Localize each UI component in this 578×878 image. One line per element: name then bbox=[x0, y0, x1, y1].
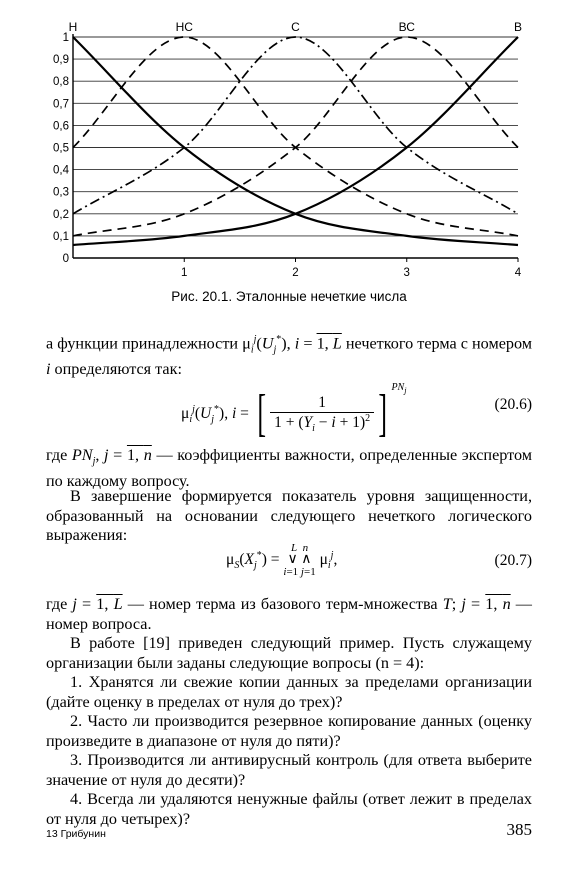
paragraph-3: В завершение формируется показатель уровня защищенности, образованный на основании следующего нечеткого логического выражения: bbox=[46, 487, 532, 544]
y-tick-label: 0 bbox=[62, 253, 69, 265]
y-tick-label: 0,2 bbox=[53, 208, 69, 221]
y-tick-label: 0,9 bbox=[53, 54, 69, 67]
membership-chart bbox=[0, 0, 578, 285]
question-2: 2. Часто ли производится резервное копирование данных (оценку произведите в диапазоне от нуля до пяти)? bbox=[46, 712, 532, 750]
y-tick-label: 0,5 bbox=[53, 142, 69, 155]
term-label: С bbox=[291, 20, 300, 34]
paragraph-1: а функции принадлежности $\mu_i^j(U_j^*)$, i = 1, L нечеткого терма с номером i определяются так: bbox=[46, 334, 533, 379]
term-label: НС bbox=[175, 20, 193, 34]
question-1: 1. Хранятся ли свежие копии данных за пределами организации (дайте оценку в пределах от нуля до трех)? bbox=[46, 673, 532, 711]
equation-20-6: $\mu_i^j(U_j^*)$, i = [ $\frac{1}{1 + (Y_i - i + 1)^2}$ ] $^{PN_j}$ (20.6) bbox=[181, 382, 532, 443]
signature-mark: 13 Грибунин bbox=[46, 828, 106, 840]
question-3: 3. Производится ли антивирусный контроль (для ответа выберите значение от нуля до десяти)? bbox=[46, 751, 532, 789]
term-label: Н bbox=[68, 20, 78, 34]
x-tick-label: 1 bbox=[181, 267, 188, 279]
page-number: 385 bbox=[506, 820, 532, 839]
term-label: ВС bbox=[398, 20, 415, 34]
y-tick-label: 0,3 bbox=[53, 186, 69, 199]
membership-curve bbox=[73, 37, 518, 236]
equation-20-7: $\mu_S(X_j^*)$ = L n ∨ ∧ i=1 j=1 $\mu_i^j$, (20.7) bbox=[226, 542, 532, 578]
x-tick-label: 2 bbox=[292, 267, 299, 279]
term-label: В bbox=[513, 20, 523, 34]
x-tick-label: 3 bbox=[403, 267, 410, 279]
paragraph-4: где j = 1, L — номер терма из базового терм-множества T; j = 1, n — номер вопроса. bbox=[46, 595, 532, 633]
y-tick-label: 0,6 bbox=[53, 120, 69, 133]
paragraph-2: где $PN_j$, j = 1, n — коэффициенты важности, определенные экспертом по каждому вопросу. bbox=[46, 446, 533, 490]
paragraph-5: В работе [19] приведен следующий пример. Пусть служащему организации были заданы следующие вопросы (n = 4): bbox=[46, 634, 532, 672]
question-4: 4. Всегда ли удаляются ненужные файлы (ответ лежит в пределах от нуля до четырех)? bbox=[46, 790, 532, 828]
y-tick-label: 0,7 bbox=[53, 98, 69, 111]
figure-caption: Рис. 20.1. Эталонные нечеткие числа bbox=[171, 289, 407, 304]
y-tick-label: 0,4 bbox=[53, 164, 69, 177]
x-tick-label: 4 bbox=[514, 267, 522, 279]
y-tick-label: 1 bbox=[62, 32, 69, 44]
membership-curve bbox=[73, 37, 518, 236]
y-tick-label: 0,8 bbox=[53, 76, 69, 89]
y-tick-label: 0,1 bbox=[53, 230, 69, 243]
